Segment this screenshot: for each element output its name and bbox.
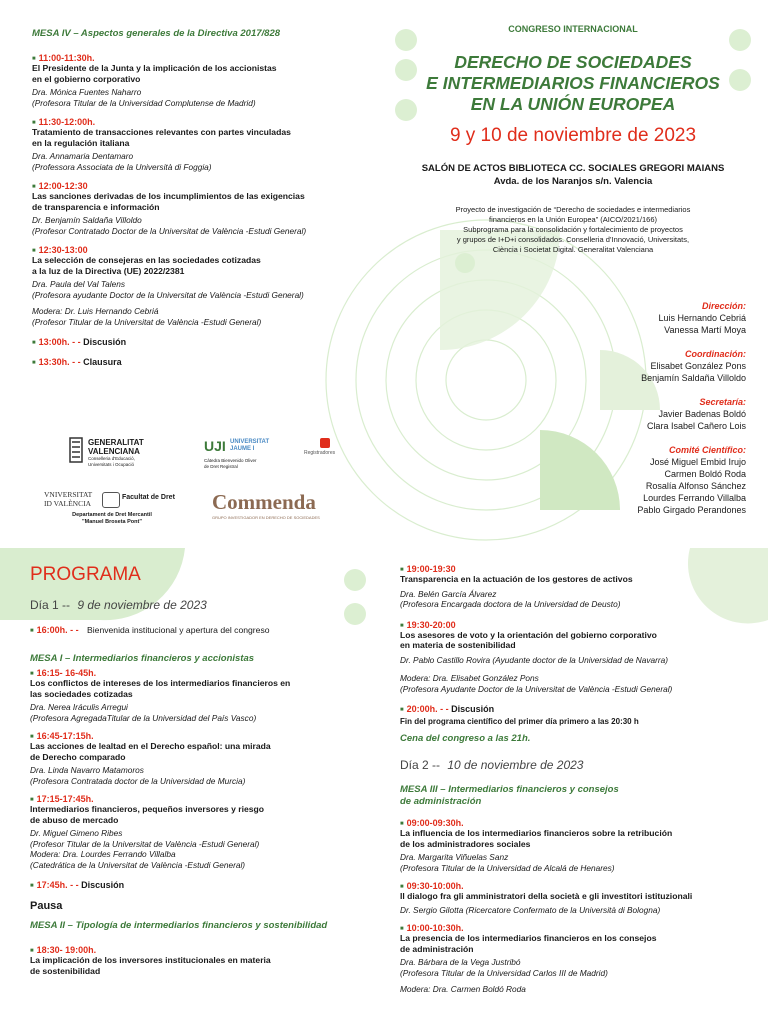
moderator-affiliation: (Profesora Ayudante Doctor de la Universitat de València -Estudi General) xyxy=(400,683,673,694)
session-title: Tratamiento de transacciones relevantes con partes vinculadas xyxy=(32,127,291,137)
session-time: ■ 17:15-17:45h. xyxy=(30,794,375,804)
bottom-right-column xyxy=(400,564,760,1002)
gva-line3: Conselleria d'Educació, xyxy=(88,456,135,461)
bottom-left-column xyxy=(30,625,375,983)
session-title: de los administradores sociales xyxy=(400,838,531,849)
logo-uji xyxy=(204,438,344,478)
opening-row xyxy=(30,625,375,635)
venue: SALÓN DE ACTOS BIBLIOTECA CC. SOCIALES GREGORI MAIANS xyxy=(421,163,725,174)
session-title: de administración xyxy=(400,943,474,954)
discussion-label: Discusión xyxy=(81,880,125,890)
committee-member: Luis Hernando Cebriá xyxy=(658,313,746,323)
session-time: ■ 19:00-19:30 xyxy=(400,564,760,574)
discussion-row xyxy=(32,337,392,347)
speaker: Dra. Linda Navarro Matamoros xyxy=(30,765,144,775)
session-item xyxy=(400,564,760,610)
project-info xyxy=(400,205,746,255)
speaker-affiliation: (Profesora ayudante Doctor de la Universitat de València -Estudi General) xyxy=(32,289,304,300)
uv-facultat: Facultat de Dret xyxy=(122,494,175,501)
mesa-ii-title: MESA II – Tipología de intermediarios financieros y sostenibilidad xyxy=(30,920,328,931)
session-time: ■ 09:00-09:30h. xyxy=(400,818,760,828)
speaker: Dr. Benjamín Saldaña Villoldo xyxy=(32,215,142,225)
committee-member: Pablo Girgado Perandones xyxy=(637,505,746,515)
committee-member: Javier Badenas Boldó xyxy=(658,409,746,419)
session-item xyxy=(32,53,392,108)
discussion-label: Discusión xyxy=(83,337,127,347)
project-line: y grupos de I+D+i consolidados. Conselleria d’Innovació, Universitats, xyxy=(456,235,690,244)
committee-block xyxy=(546,300,746,516)
session-time: ■ 12:00-12:30 xyxy=(32,181,392,191)
mesa-iv-title: MESA IV – Aspectos generales de la Directiva 2017/828 xyxy=(32,28,281,39)
session-title: Los asesores de voto y la orientación del gobierno corporativo xyxy=(400,629,657,640)
end-notice: Fin del programa científico del primer día primero a las 20:30 h xyxy=(400,717,639,726)
speaker-affiliation: (Profesora Titular de la Universidad Carlos III de Madrid) xyxy=(400,967,608,978)
uji-line2: JAUME I xyxy=(230,446,255,452)
speaker: Dra. Belén García Álvarez xyxy=(400,588,497,599)
session-time: ■ 18:30- 19:00h. xyxy=(30,945,375,955)
speaker: Dra. Mónica Fuentes Naharro xyxy=(32,87,142,97)
session-title: en materia de sostenibilidad xyxy=(400,640,516,650)
moderator: Modera: Dra. Carmen Boldó Roda xyxy=(400,984,526,994)
committee-member: Vanessa Martí Moya xyxy=(664,325,746,335)
day2-heading xyxy=(400,758,760,772)
moderator: Modera: Dr. Luis Hernando Cebriá xyxy=(32,306,159,316)
moderator: Modera: Dra. Lourdes Ferrando Villalba xyxy=(30,849,176,859)
commenda-title: Commenda xyxy=(212,490,316,514)
speaker-affiliation: (Profesora Titular de la Universidad Complutense de Madrid) xyxy=(32,97,256,108)
role-direccion: Dirección: xyxy=(701,301,746,311)
title-line3: EN LA UNIÓN EUROPEA xyxy=(470,94,676,114)
speaker-affiliation: (Profesora Encargada doctora de la Universidad de Deusto) xyxy=(400,599,621,609)
discussion-row xyxy=(400,704,760,714)
session-title: de transparencia e información xyxy=(32,201,160,212)
committee-member: Rosalía Alfonso Sánchez xyxy=(645,481,746,491)
session-title: Los conflictos de intereses de los intermediarios financieros en xyxy=(30,678,291,688)
committee-member: Lourdes Ferrando Villalba xyxy=(643,493,746,503)
session-title: La presencia de los intermediarios financieros en los consejos xyxy=(400,933,657,943)
moderator-affiliation: (Profesor Titular de la Universitat de València -Estudi General) xyxy=(32,316,262,327)
speaker: Dra. Nerea Iráculis Arregui xyxy=(30,702,128,712)
discussion-label: Discusión xyxy=(451,704,495,714)
session-title: Intermediarios financieros, pequeños inversores y riesgo xyxy=(30,804,265,814)
project-line: Ciència i Societat Digital. Generalitat Valenciana xyxy=(492,245,654,254)
session-title: de Derecho comparado xyxy=(30,751,126,762)
speaker-affiliation: (Profesora Titular de la Universidad de Alcalá de Henares) xyxy=(400,862,615,873)
session-time: ■ 16:15- 16-45h. xyxy=(30,668,375,678)
session-item xyxy=(30,794,375,870)
gva-crest-icon xyxy=(68,436,84,466)
role-comite: Comité Científico: xyxy=(668,445,746,455)
committee-member: Elisabet González Pons xyxy=(650,361,746,371)
discussion-row xyxy=(30,880,375,890)
project-line: financieros en la Unión Europea” (AICO/2021/166) xyxy=(488,215,657,224)
uji-line3: Càtedra Bienvenido Oliver xyxy=(204,458,257,463)
project-line: Proyecto de investigación de “Derecho de sociedades e intermediarios xyxy=(455,205,691,214)
day1-date: 9 de noviembre de 2023 xyxy=(77,598,207,612)
session-title: en el gobierno corporativo xyxy=(32,73,141,84)
speaker-affiliation: (Profesora Contratada doctor de la Universidad de Murcia) xyxy=(30,775,246,786)
day2-date: 10 de noviembre de 2023 xyxy=(447,758,584,772)
session-time: ■ 19:30-20:00 xyxy=(400,620,760,630)
day2-prefix: Día 2 -- xyxy=(400,758,441,772)
session-time: ■ 11:00-11:30h. xyxy=(32,53,392,63)
title-line2: E INTERMEDIARIOS FINANCIEROS xyxy=(426,73,720,93)
session-item xyxy=(400,818,760,873)
uji-line1: UNIVERSITAT xyxy=(230,439,270,445)
session-title: de sostenibilidad xyxy=(30,965,101,976)
session-title: La implicación de los inversores institucionales en materia xyxy=(30,955,271,965)
speaker: Dr. Pablo Castillo Rovira (Ayudante doctor de la Universidad de Navarra) xyxy=(400,654,669,665)
session-item xyxy=(400,923,760,995)
speaker-affiliation: (Profesor Contratado Doctor de la Universitat de València -Estudi General) xyxy=(32,225,307,236)
session-title: Las acciones de lealtad en el Derecho español: una mirada xyxy=(30,741,271,751)
uv-line2: ID VALÈNCIA xyxy=(44,499,92,508)
moderator-affiliation: (Catedrática de la Universitat de València -Estudi General) xyxy=(30,859,246,870)
uv-seal-icon xyxy=(102,492,120,508)
session-item xyxy=(32,117,392,172)
session-title: El Presidente de la Junta y la implicación de los accionistas xyxy=(32,63,277,73)
logo-uv xyxy=(44,490,194,540)
speaker: Dr. Miguel Gimeno Ribes xyxy=(30,828,123,838)
session-time: ■ 10:00-10:30h. xyxy=(400,923,760,933)
session-title: Las sanciones derivadas de los incumplimientos de las exigencias xyxy=(32,191,305,201)
role-coordinacion: Coordinación: xyxy=(685,349,746,359)
opening-text: Bienvenida institucional y apertura del congreso xyxy=(87,625,270,635)
uji-mark: UJI xyxy=(204,438,226,454)
speaker-affiliation: (Profesor Titular de la Universitat de València -Estudi General) xyxy=(30,838,260,849)
mesa-iii-title xyxy=(400,784,760,808)
registradores-icon xyxy=(320,438,330,448)
programa-heading: PROGRAMA xyxy=(30,564,141,585)
speaker: Dra. Paula del Val Talens xyxy=(32,279,126,289)
mesa-iii-line2: de administración xyxy=(400,796,482,807)
committee-member: José Miguel Embid Irujo xyxy=(649,457,746,467)
session-title: a la luz de la Directiva (UE) 2022/2381 xyxy=(32,265,185,276)
discussion-time: ■ 17:45h. - - xyxy=(30,880,79,890)
title-line1: DERECHO DE SOCIEDADES xyxy=(454,52,692,72)
discussion-time: ■ 20:00h. - - xyxy=(400,704,449,714)
title xyxy=(400,52,746,115)
session-title: Transparencia en la actuación de los gestores de activos xyxy=(400,574,633,584)
dinner-notice: Cena del congreso a las 21h. xyxy=(400,733,531,744)
mesa-i-title: MESA I – Intermediarios financieros y accionistas xyxy=(30,653,255,664)
committee-member: Carmen Boldó Roda xyxy=(664,469,746,479)
session-title: La selección de consejeras en las sociedades cotizadas xyxy=(32,255,261,265)
gva-line4: Universitats i Ocupació xyxy=(88,462,135,467)
session-item xyxy=(30,731,375,786)
pause-label: Pausa xyxy=(30,900,63,912)
session-title: Il dialogo fra gli amministratori della società e gli investitori istituzionali xyxy=(400,891,693,901)
closing-time: ■ 13:30h. - - xyxy=(32,357,81,367)
speaker-affiliation: (Profesora AgregadaTitular de la Universidad del País Vasco) xyxy=(30,712,257,723)
gva-line1: GENERALITAT xyxy=(88,438,144,447)
registradores-label: Registradores xyxy=(304,450,336,456)
committee-member: Clara Isabel Cañero Lois xyxy=(646,421,746,431)
moderator: Modera: Dra. Elisabet González Pons xyxy=(400,673,539,683)
mesa-iii-line1: MESA III – Intermediarios financieros y consejos xyxy=(400,784,619,795)
logo-generalitat xyxy=(68,436,188,476)
session-title: las sociedades cotizadas xyxy=(30,688,133,699)
session-item xyxy=(30,945,375,976)
uv-line1: VNIVERSITAT xyxy=(44,490,93,499)
project-line: Subprograma para la consolidación y fortalecimiento de proyectos xyxy=(463,225,683,234)
closing-label: Clausura xyxy=(83,357,122,367)
session-item xyxy=(32,245,392,327)
uji-line4: de Dret Registral xyxy=(204,464,238,469)
session-time: ■ 11:30-12:00h. xyxy=(32,117,392,127)
opening-time: ■ 16:00h. - - xyxy=(30,625,79,635)
session-item xyxy=(400,881,760,915)
speaker-affiliation: (Professora Associata de la Università di Foggia) xyxy=(32,161,212,172)
commenda-sub: GRUPO INVESTIGADOR EN DERECHO DE SOCIEDADES xyxy=(212,515,320,520)
session-time: ■ 16:45-17:15h. xyxy=(30,731,375,741)
speaker: Dra. Bárbara de la Vega Justribó xyxy=(400,957,521,967)
session-item xyxy=(30,668,375,723)
session-time: ■ 09:30-10:00h. xyxy=(400,881,760,891)
header xyxy=(400,24,746,255)
logo-commenda xyxy=(212,490,342,530)
discussion-time: ■ 13:00h. - - xyxy=(32,337,81,347)
speaker: Dra. Annamaria Dentamaro xyxy=(32,151,134,161)
committee-member: Benjamín Saldaña Villoldo xyxy=(641,373,746,383)
top-left-column xyxy=(32,28,392,367)
gva-line2: VALENCIANA xyxy=(88,447,140,456)
day1-heading xyxy=(30,598,207,612)
session-title: La influencia de los intermediarios financieros sobre la retribución xyxy=(400,828,673,838)
session-title: en la regulación italiana xyxy=(32,137,130,148)
role-secretaria: Secretaría: xyxy=(699,397,746,407)
session-time: ■ 12:30-13:00 xyxy=(32,245,392,255)
speaker: Dra. Margarita Viñuelas Sanz xyxy=(400,852,509,862)
session-item xyxy=(400,620,760,695)
uv-dept2: "Manuel Broseta Pont" xyxy=(82,519,142,525)
session-title: de abuso de mercado xyxy=(30,814,119,825)
day1-prefix: Día 1 -- xyxy=(30,598,71,612)
closing-row xyxy=(32,357,392,367)
congress-label: CONGRESO INTERNACIONAL xyxy=(508,24,638,34)
event-date: 9 y 10 de noviembre de 2023 xyxy=(449,125,697,146)
uv-dept: Departament de Dret Mercantil xyxy=(72,512,152,518)
session-item xyxy=(32,181,392,236)
speaker: Dr. Sergio Gilotta (Ricercatore Confermato de la Università di Bologna) xyxy=(400,904,661,915)
address: Avda. de los Naranjos s/n. Valencia xyxy=(493,176,653,187)
